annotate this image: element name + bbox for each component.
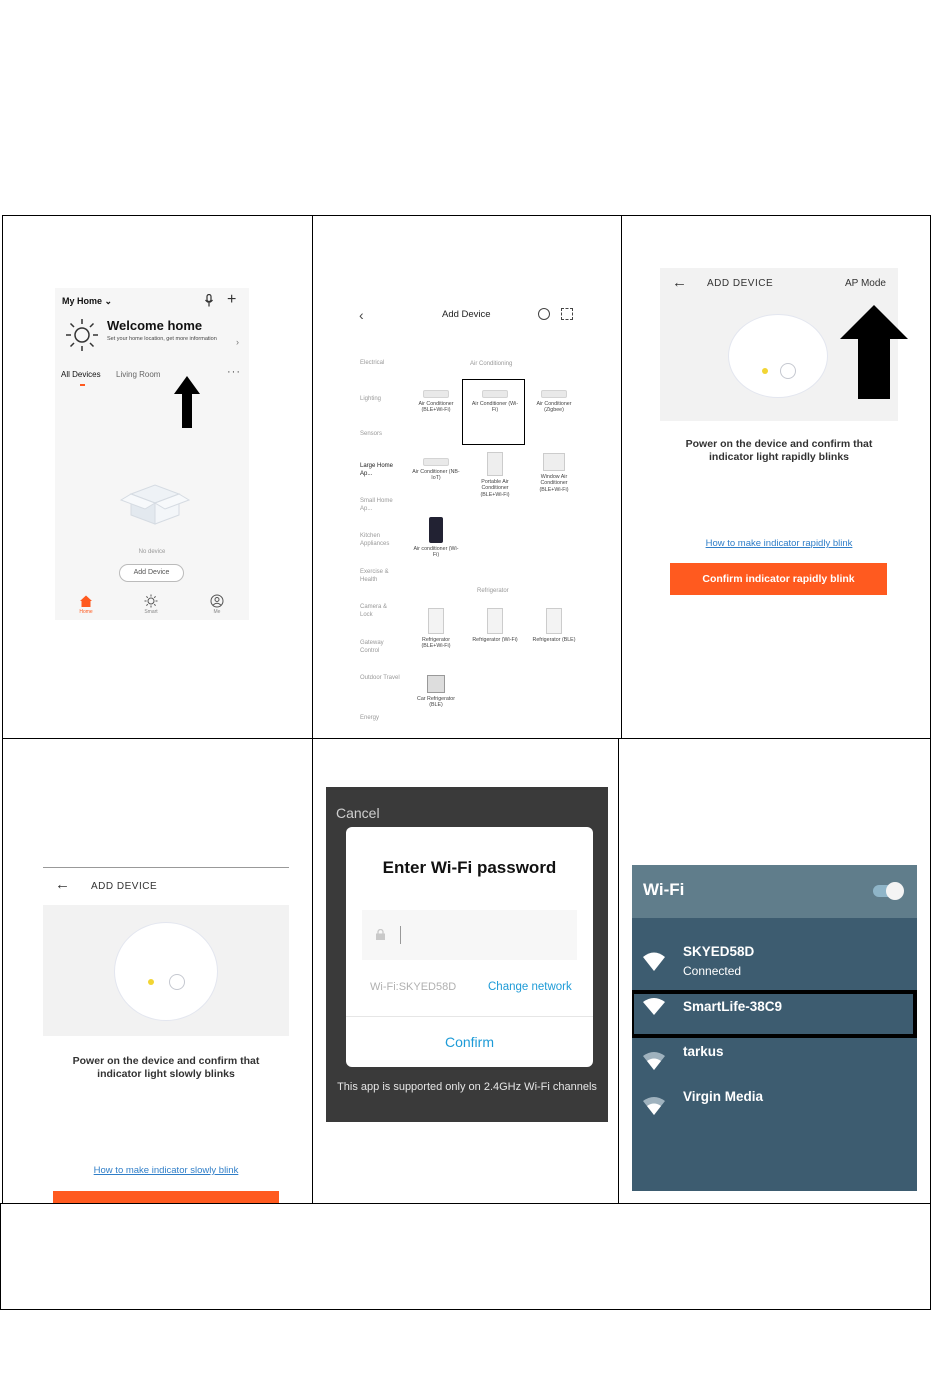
scan-nearby-icon[interactable] (538, 308, 550, 320)
screenshot-slow-blink (43, 867, 289, 1203)
chevron-right-icon[interactable]: › (236, 337, 239, 347)
page-title: Add Device (442, 309, 491, 320)
device-fridge-ble[interactable]: Refrigerator (BLE) (529, 608, 579, 643)
add-device-button[interactable]: Add Device (119, 564, 184, 582)
home-title[interactable]: My Home ⌄ (62, 296, 113, 306)
highlight-box (632, 990, 917, 1038)
page-title: ADD DEVICE (91, 881, 158, 892)
category-energy[interactable]: Energy (360, 715, 380, 721)
screenshot-android-wifi (632, 865, 917, 1191)
device-ac-nbiot[interactable]: Air Conditioner (NB-IoT) (411, 458, 461, 482)
wifi-network-item[interactable]: SKYED58D Connected (632, 943, 917, 983)
confirm-rapid-blink-button[interactable]: Confirm indicator rapidly blink (670, 563, 887, 595)
device-ac-remote[interactable]: Air conditioner (Wi-Fi) (411, 517, 461, 559)
device-window-ac[interactable]: Window Air Conditioner (BLE+Wi-Fi) (529, 453, 579, 493)
wifi-network-item[interactable]: tarkus (632, 1043, 917, 1083)
device-fridge-wifi[interactable]: Refrigerator (Wi-Fi) (470, 608, 520, 643)
current-ssid: Wi-Fi:SKYED58D (370, 981, 457, 993)
back-chevron-icon[interactable]: ‹ (359, 307, 364, 323)
screenshot-add-device-catalog (345, 298, 585, 728)
category-lighting[interactable]: Lighting (360, 396, 382, 402)
indicator-led (762, 368, 768, 374)
profile-icon (210, 594, 224, 608)
wifi-signal-icon (642, 1094, 666, 1118)
category-gateway[interactable]: Gateway Control (360, 640, 384, 654)
confirm-button[interactable]: Confirm (444, 1034, 494, 1050)
page-title: ADD DEVICE (707, 278, 774, 289)
qr-scan-icon[interactable] (561, 308, 573, 320)
screenshot-wifi-password (326, 787, 608, 1122)
power-icon (780, 363, 796, 379)
device-portable-ac[interactable]: Portable Air Conditioner (BLE+Wi-Fi) (470, 452, 520, 498)
device-illustration (728, 314, 828, 398)
power-icon (169, 974, 185, 990)
more-icon[interactable]: ··· (227, 366, 241, 378)
tab-all-devices[interactable]: All Devices (61, 370, 101, 379)
smart-sun-icon (144, 594, 158, 608)
home-icon (79, 594, 93, 608)
instruction-text: Power on the device and confirm that indicator light slowly blinks (72, 1055, 260, 1080)
add-icon[interactable]: + (227, 291, 237, 308)
cancel-link[interactable]: Cancel (336, 805, 380, 821)
device-ac-wifi[interactable]: Air Conditioner (Wi-Fi) (470, 390, 520, 414)
nav-me[interactable]: Me (204, 594, 230, 615)
wifi-network-item[interactable]: SmartLife-38C9 (632, 998, 917, 1038)
category-large-home[interactable]: Large Home Ap... (360, 463, 394, 477)
section-refrigerator: Refrigerator (477, 588, 509, 594)
wifi-header (632, 865, 917, 918)
category-electrical[interactable]: Electrical (360, 360, 385, 366)
ap-mode-link[interactable]: AP Mode (845, 278, 886, 289)
indicator-led (148, 979, 154, 985)
screenshot-my-home (55, 288, 249, 620)
wifi-network-item[interactable]: Virgin Media (632, 1088, 917, 1128)
category-outdoor[interactable]: Outdoor Travel (360, 675, 400, 681)
category-sensors[interactable]: Sensors (360, 431, 383, 437)
dialog-title: Enter Wi-Fi password (382, 858, 557, 877)
category-exercise[interactable]: Exercise & Health (360, 569, 389, 583)
howto-link[interactable]: How to make indicator slowly blink (93, 1165, 239, 1176)
sun-icon (65, 318, 99, 352)
wifi-password-dialog (346, 827, 593, 1067)
arrow-up-icon (174, 376, 200, 428)
wifi-signal-icon (642, 949, 666, 973)
lock-icon (375, 929, 386, 940)
nav-smart[interactable]: Smart (138, 594, 164, 615)
divider (346, 1016, 593, 1017)
wifi-title: Wi-Fi (643, 880, 685, 899)
howto-link[interactable]: How to make indicator rapidly blink (705, 538, 853, 549)
nav-home[interactable]: Home (73, 594, 99, 615)
tab-underline (80, 384, 85, 386)
support-note: This app is supported only on 2.4GHz Wi-Fi channels (337, 1081, 597, 1093)
arrow-up-icon (840, 305, 908, 399)
table-row-empty (0, 1203, 931, 1310)
device-illustration (114, 922, 218, 1021)
device-fridge-ble-wifi[interactable]: Refrigerator (BLE+Wi-Fi) (411, 608, 461, 650)
device-ac-ble-wifi[interactable]: Air Conditioner (BLE+Wi-Fi) (411, 390, 461, 414)
category-small-home[interactable]: Small Home Ap... (360, 498, 393, 512)
section-air-conditioning: Air Conditioning (470, 361, 513, 367)
back-arrow-icon[interactable]: ← (672, 274, 687, 291)
device-car-fridge[interactable]: Car Refrigerator (BLE) (411, 675, 461, 709)
confirm-slow-blink-button[interactable] (53, 1191, 279, 1203)
welcome-title: Welcome home (107, 318, 203, 333)
tab-living-room[interactable]: Living Room (116, 370, 161, 379)
instruction-text: Power on the device and confirm that indicator light rapidly blinks (685, 438, 873, 463)
device-ac-zigbee[interactable]: Air Conditioner (Zigbee) (529, 390, 579, 414)
wifi-toggle[interactable] (873, 885, 899, 897)
password-input[interactable] (362, 910, 577, 960)
text-caret (400, 926, 401, 944)
change-network-link[interactable]: Change network (488, 981, 572, 993)
welcome-subtitle[interactable]: Set your home location, get more information (107, 336, 217, 342)
empty-box-icon (119, 480, 191, 526)
category-kitchen[interactable]: Kitchen Appliances (360, 533, 390, 547)
microphone-icon[interactable] (204, 294, 214, 307)
wifi-signal-icon (642, 1049, 666, 1073)
no-device-text: No device (138, 549, 166, 555)
category-camera[interactable]: Camera & Lock (360, 604, 388, 618)
selected-device-frame (462, 379, 525, 445)
back-arrow-icon[interactable]: ← (55, 876, 70, 893)
